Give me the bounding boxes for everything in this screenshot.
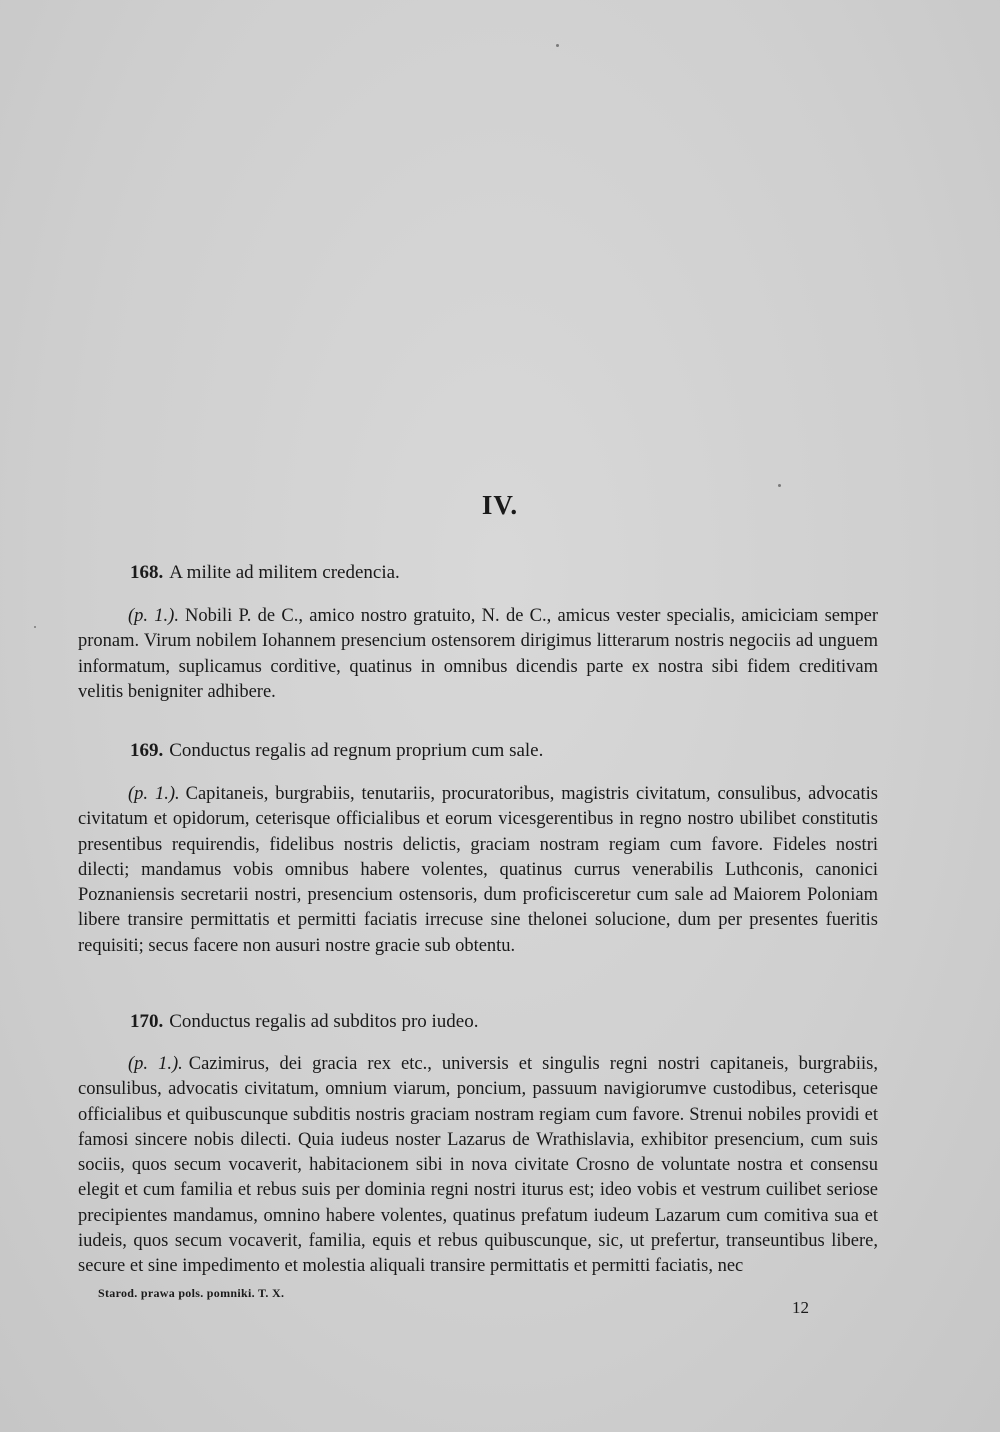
entry-168-title	[130, 562, 400, 584]
entry-170-title	[130, 1011, 479, 1033]
entry-text: Cazimirus, dei gracia rex etc., universis et singulis regni nostri capitaneis, burgrabiis, consulibus, advocatis civitatum, omnium viarum, poncium, passuum navigiorumve custodibus, ceterisque officialibus et quibuscunque subditis nostris graciam nostram regiam cum favore. Strenui nobiles providi et famosi sincere nobis dilecti. Quia iudeus noster Lazarus de Wrathislavia, exhibitor presencium, cum suis sociis, quos secum vocaverit, habitacionem sibi in nova civitate Crosno de voluntate nostra et consensu elegit et cum familia et rebus suis per dominia regni nostri iturus est; ideo vobis et vestrum cuilibet seriose precipientes mandamus, omnino habere volentes, quatinus prefatum iudeum Lazarum cum comitiva sua et iudeis, quos secum vocaverit, familia, equis et rebus quibuscunque, sic, ut prefertur, transeuntibus libere, secure et sine impedimento et molestia aliquali transire permittatis et permitti faciatis, nec	[78, 1054, 878, 1277]
entry-170-body	[78, 1052, 878, 1280]
footer-signature: 12	[792, 1298, 809, 1317]
paper-speck	[556, 44, 559, 47]
entry-number: 168.	[130, 562, 164, 583]
entry-title-text: Conductus regalis ad subditos pro iudeo.	[169, 1011, 479, 1032]
entry-title-text: Conductus regalis ad regnum proprium cum sale.	[169, 740, 544, 761]
entry-text: Capitaneis, burgrabiis, tenutariis, procuratoribus, magistris civitatum, consulibus, advocatis civitatum et opidorum, ceterisque officialibus et eorum vicesgerentibus in regno nostro ubilibet constitutis presentibus requirendis, fidelibus nostris delictis, graciam nostram regiam cum favore. Fideles nostri dilecti; mandamus vobis omnibus habere volentes, quatinus currus venerabilis Luthconis, canonici Poznaniensis secretarii nostri, presencium ostensoris, dum proficisceretur cum sale ad Maiorem Poloniam libere transire permittatis et permitti faciatis irrecuse sine thelonei solucione, dum per presentes fueritis requisiti; secus facere non ausuri nostre gracie sub obtentu.	[78, 784, 879, 956]
entry-169-title	[130, 740, 543, 762]
page-reference: (p. 1.).	[128, 606, 179, 626]
entry-169-body	[78, 782, 878, 959]
entry-168-body	[78, 604, 878, 705]
paper-speck	[34, 626, 36, 628]
paper-speck	[778, 484, 781, 487]
entry-number: 169.	[130, 740, 164, 761]
entry-title-text: A milite ad militem credencia.	[169, 562, 400, 583]
page-reference: (p. 1.).	[128, 784, 180, 804]
section-heading: IV.	[481, 490, 519, 520]
footer-source: Starod. prawa pols. pomniki. T. X.	[98, 1286, 285, 1300]
page-reference: (p. 1.).	[128, 1054, 183, 1074]
entry-text: Nobili P. de C., amico nostro gratuito, N. de C., amicus vester specialis, amiciciam semper pronam. Virum nobilem Iohannem presencium ostensorem dirigimus litterarum nostris negociis ad unguem informatum, suplicamus corditive, quatinus in omnibus dicendis parte ex nostra sibi fidem creditivam velitis benigniter adhibere.	[78, 606, 878, 702]
entry-number: 170.	[130, 1011, 164, 1032]
